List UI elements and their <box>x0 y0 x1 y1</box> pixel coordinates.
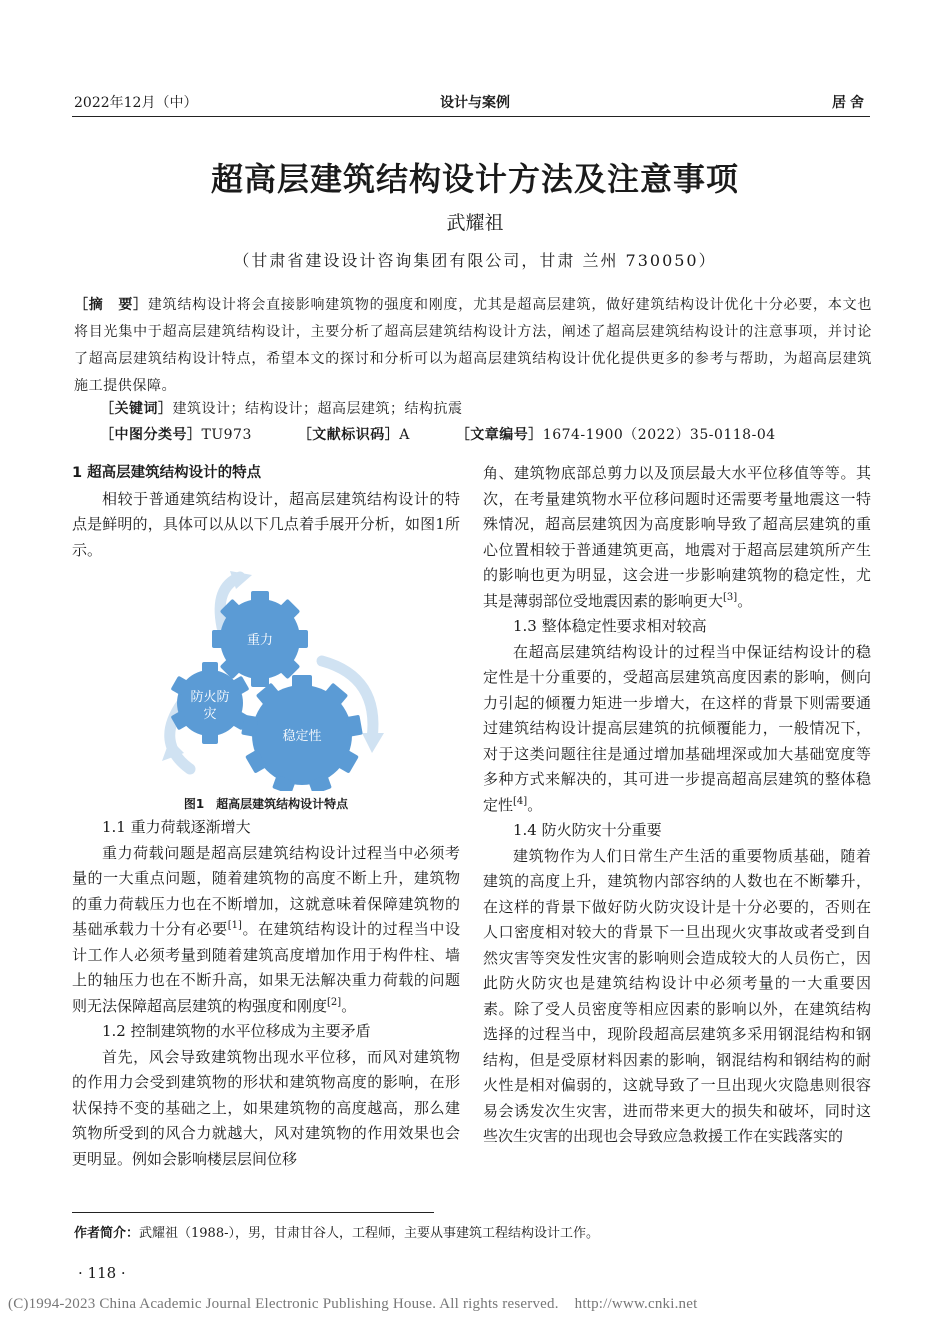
section-1-intro: 相较于普通建筑结构设计，超高层建筑结构设计的特点是鲜明的，具体可以从以下几点着手展开分析，如图1所示。 <box>72 489 460 559</box>
journal-name: 居舍 <box>832 95 868 111</box>
s13-text: 在超高层建筑结构设计的过程当中保证结构设计的稳定性是十分重要的，受超高层建筑高度因素的影响，侧向力引起的倾覆力矩进一步增大，在这样的背景下则需要通过建筑结构设计提高层建筑的抗倾覆能力，一般情况下，对于这类问题往往是通过增加基础埋深或加大基础宽度等多种方式来解决的，其可进一步提高超高层建筑的整体稳定性 <box>483 642 871 814</box>
header-rule <box>72 116 870 117</box>
section-1-4-text: 建筑物作为人们日常生产生活的重要物质基础，随着建筑的高度上升，建筑物内部容纳的人数也在不断攀升，在这样的背景下做好防火防灾设计是十分必要的，否则在人口密度相对较大的背景下一旦出现火灾事故或者受到自然灾害等突发性灾害的影响则会造成较大的人员伤亡，因此防火防灾也是建筑结构设计中必须考量的一大重要因素。除了受人员密度等相应因素的影响以外，在建筑结构选择的过程当中，现阶段超高层建筑多采用钢混结构和钢结构，但是受原材料因素的影响，钢混结构和钢结构的耐火性是相对偏弱的，这就导致了一旦出现火灾隐患则很容易会诱发次生灾害，进而带来更大的损失和破坏，同时这些次生灾害的出现也会导致应急救援工作在实践落实的 <box>483 846 871 1145</box>
gear-diagram <box>72 563 460 791</box>
gear-label-fire-wrap <box>182 689 238 725</box>
doc-code-value: A <box>399 427 410 443</box>
article-number-value: 1674-1900（2022）35-0118-04 <box>542 427 776 443</box>
section-1-1-text <box>72 841 460 1020</box>
author-bio <box>74 1222 599 1241</box>
article-number-label: ［文章编号］ <box>455 427 543 443</box>
section-1-heading: 1 超高层建筑结构设计的特点 <box>72 465 262 481</box>
section-name: 设计与案例 <box>440 95 510 111</box>
cont-text: 角、建筑物底部总剪力以及顶层最大水平位移值等等。其次，在考量建筑物水平位移问题时还需要考量地震这一特殊情况，超高层建筑因为高度影响导致了超高层建筑的重心位置相较于普通建筑更高，地震对于超高层建筑所产生的影响也更为明显，这会进一步影响建筑物的稳定性，尤其是薄弱部位受地震因素的影响更大 <box>483 464 871 610</box>
gear-label-fire: 防火防灾 <box>190 690 230 722</box>
arrow-right-head <box>362 733 384 753</box>
gear-label-stability: 稳定性 <box>282 729 322 744</box>
citation-2: [2] <box>327 996 342 1008</box>
figure-1 <box>72 563 460 791</box>
section-1-2-heading: 1.2 控制建筑物的水平位移成为主要矛盾 <box>102 1022 371 1040</box>
doc-code-label: ［文献标识码］ <box>297 427 400 443</box>
section-1-3-heading: 1.3 整体稳定性要求相对较高 <box>513 617 707 635</box>
classification <box>100 424 776 444</box>
page-number: · 118 · <box>78 1264 126 1282</box>
section-1-2-text: 首先，风会导致建筑物出现水平位移，而风对建筑物的作用力会受到建筑物的形状和建筑物高度的影响，在形状保持不变的基础之上，如果建筑物的高度越高，那么建筑物所受到的风合力就越大，风对建筑物的作用效果也会更明显。例如会影响楼层层间位移 <box>72 1047 460 1168</box>
section-1-3-text <box>483 640 871 819</box>
author-affiliation: （甘肃省建设设计咨询集团有限公司，甘肃 兰州 730050） <box>233 251 717 270</box>
keywords-label: ［关键词］ <box>100 401 173 417</box>
keywords <box>100 398 463 418</box>
abstract-label: ［摘 要］ <box>74 297 148 313</box>
copyright-notice: (C)1994-2023 China Academic Journal Electronic Publishing House. All rights reserved. <box>8 1296 559 1312</box>
s11-end: 。 <box>341 996 357 1015</box>
section-1-4-heading: 1.4 防火防灾十分重要 <box>513 821 662 839</box>
abstract <box>74 292 872 400</box>
continued-text <box>483 461 871 614</box>
author-bio-label: 作者简介： <box>74 1226 140 1241</box>
citation-4: [4] <box>513 795 528 807</box>
paper-title: 超高层建筑结构设计方法及注意事项 <box>210 160 739 198</box>
journal-issue: 2022年12月（中） <box>74 95 198 111</box>
gear-label-gravity: 重力 <box>246 633 274 648</box>
s11-text-b: 。在建筑结构设计的过程当中设计工作人必须考量到随着建筑高度增加作用于构件柱、墙上的轴压力也在不断升高，如果无法解决重力荷载的问题则无法保障超高层建筑的构强度和刚度 <box>72 920 460 1015</box>
abstract-text: 建筑结构设计将会直接影响建筑物的强度和刚度，尤其是超高层建筑，做好建筑结构设计优化十分必要，本文也将目光集中于超高层建筑结构设计，主要分析了超高层建筑结构设计方法，阐述了超高层建筑结构设计的注意事项，并讨论了超高层建筑结构设计特点，希望本文的探讨和分析可以为超高层建筑结构设计优化提供更多的参考与帮助，为超高层建筑施工提供保障。 <box>74 297 872 394</box>
clc-value: TU973 <box>201 427 252 443</box>
right-column <box>483 461 871 1150</box>
s11-text-a: 重力荷载问题是超高层建筑结构设计过程当中必须考量的一大重点问题，随着建筑物的高度不断上升，建筑物的重力荷载压力也在不断增加，这就意味着保障建筑物的基础承载力十分有必要 <box>72 843 460 938</box>
cont-end: 。 <box>737 591 753 610</box>
cnki-url: http://www.cnki.net <box>574 1296 698 1312</box>
left-column <box>72 461 460 1172</box>
cnki-watermark <box>8 1296 697 1313</box>
citation-3: [3] <box>723 591 738 603</box>
section-1-1-heading: 1.1 重力荷载逐渐增大 <box>102 818 251 836</box>
author-bio-text: 武耀祖（1988-），男，甘肃甘谷人，工程师，主要从事建筑工程结构设计工作。 <box>139 1226 599 1241</box>
s13-end: 。 <box>527 795 543 814</box>
clc-label: ［中图分类号］ <box>100 427 202 443</box>
citation-1: [1] <box>227 920 242 931</box>
footnote-rule <box>72 1212 434 1213</box>
keywords-text: 建筑设计；结构设计；超高层建筑；结构抗震 <box>172 401 463 417</box>
author-name: 武耀祖 <box>446 212 504 234</box>
figure-1-caption: 图1 超高层建筑结构设计特点 <box>183 797 349 811</box>
